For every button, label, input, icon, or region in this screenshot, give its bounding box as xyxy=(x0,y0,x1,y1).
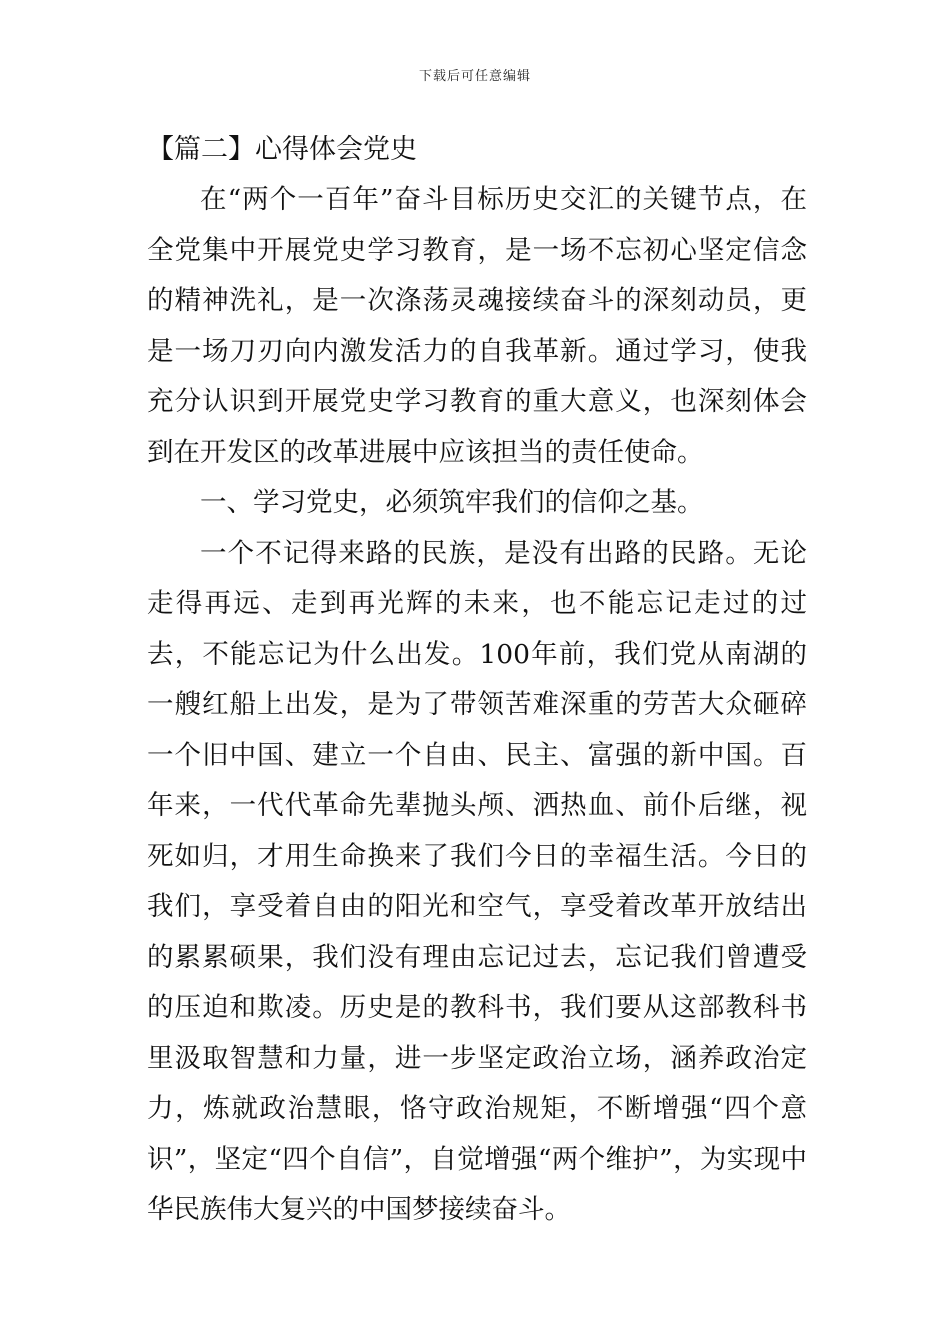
header-note: 下载后可任意编辑 xyxy=(418,69,531,84)
paragraph-intro: 在“两个一百年”奋斗目标历史交汇的关键节点，在全党集中开展党史学习教育，是一场不忘初心坚定信念的精神洗礼，是一次涤荡灵魂接续奋斗的深刻动员，更是一场刀刃向内激发活力的自我革新。通过学习，使我充分认识到开展党史学习教育的重大意义，也深刻体会到在开发区的改革进展中应该担当的责任使命。 xyxy=(147,184,807,468)
document-body xyxy=(147,125,807,1236)
document-title: 【篇二】心得体会党史 xyxy=(147,134,417,165)
paragraph-body: 一个不记得来路的民族，是没有出路的民路。无论走得再远、走到再光辉的未来，也不能忘记走过的过去，不能忘记为什么出发。100年前，我们党从南湖的一艘红船上出发，是为了带领苦难深重的劳苦大众砸碎一个旧中国、建立一个自由、民主、富强的新中国。百年来，一代代革命先辈抛头颅、洒热血、前仆后继，视死如归，才用生命换来了我们今日的幸福生活。今日的我们，享受着自由的阳光和空气，享受着改革开放结出的累累硕果，我们没有理由忘记过去，忘记我们曾遭受的压迫和欺凌。历史是的教科书，我们要从这部教科书里汲取智慧和力量，进一步坚定政治立场，涵养政治定力，炼就政治慧眼，恪守政治规矩，不断增强“四个意识”，坚定“四个自信”，自觉增强“两个维护”，为实现中华民族伟大复兴的中国梦接续奋斗。 xyxy=(147,537,807,1225)
section-heading: 一、学习党史，必须筑牢我们的信仰之基。 xyxy=(200,487,704,518)
